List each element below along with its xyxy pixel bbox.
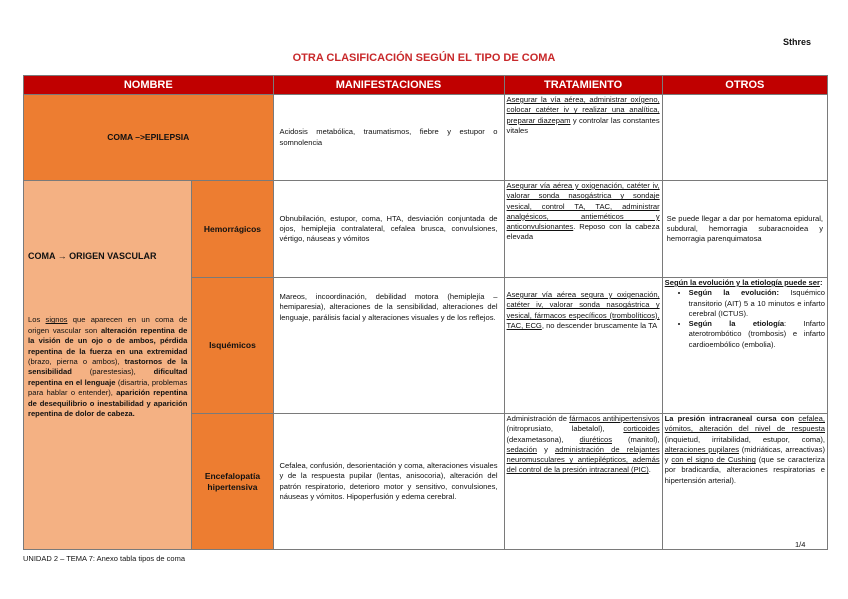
epilepsia-others: [662, 95, 827, 181]
table-header-row: [24, 76, 828, 95]
isquemicos-others-list: [665, 288, 825, 350]
vascular-name-cell: [24, 181, 192, 550]
isquemicos-treatment-main: Asegurar vía aérea segura y oxigenación, catéter iv, valorar sonda nasogástrica y vesical, fármacos específicos (trombolíticos), TAC, ECG: [506, 290, 660, 330]
hemorragicos-manifest: Obnubilación, estupor, coma, HTA, desviación conjuntada de ojos, hemiplejia contralateral, cefalea brusca, convulsiones, vértigo, náuseas y vómitos: [273, 181, 504, 278]
epilepsia-treatment: [504, 95, 662, 181]
encefalopatia-label: Encefalopatía hipertensiva: [192, 414, 273, 550]
page-number: 1/4: [795, 540, 806, 549]
encefalopatia-others: La presión intracraneal cursa con cefalea, vómitos, alteración del nivel de respuesta (inquietud, irritabilidad, estupor, coma), alteraciones pupilares (midriáticas, arreactivas) y con el signo de Cushing (que se caracteriza por bradicardia, alteraciones respiratorias e hipertensión arterial).: [662, 414, 827, 550]
header-manifestaciones: MANIFESTACIONES: [273, 76, 504, 95]
table-row-hemorragicos: [24, 181, 828, 278]
vascular-signs-text: Los signos que aparecen en un coma de origen vascular son alteración repentina de la visión de un ojo o de ambos, pérdida repentina de la fuerza en una extremidad (brazo, pierna o ambos), trastornos de la sensibilidad (parestesias), dificultad repentina en el lenguaje (disartria, problemas para hablar o entender), aparición repentina de desequilibrio o inestabilidad y aparición repentina de dolor de cabeza.: [28, 315, 188, 418]
isquemicos-manifest: Mareos, incoordinación, debilidad motora (hemiplejía – hemiparesia), alteraciones de la sensibilidad, alteraciones del lenguaje, parálisis facial y alteraciones visuales y de los reflejos.: [273, 278, 504, 414]
encefalopatia-manifest: Cefalea, confusión, desorientación y coma, alteraciones visuales y de la respuesta pupilar (lentas, anisocoria), alteración del patrón respiratorio, deterioro motor y sensitivo, convulsiones, náuseas y vómitos. Hipoperfusión y edema cerebral.: [273, 414, 504, 550]
header-tratamiento: TRATAMIENTO: [504, 76, 662, 95]
hemorragicos-treatment: [504, 181, 662, 278]
vascular-name: COMA → ORIGEN VASCULAR: [28, 251, 157, 261]
table-row-epilepsia: [24, 95, 828, 181]
page-title: OTRA CLASIFICACIÓN SEGÚN EL TIPO DE COMA: [292, 52, 556, 64]
footer-text: UNIDAD 2 – TEMA 7: Anexo tabla tipos de coma: [23, 554, 186, 563]
list-item: • Según la evolución: Isquémico transitorio (AIT) 5 a 10 minutos e infarto cerebral (ICTUS).: [689, 288, 825, 319]
isquemicos-treatment: [504, 278, 662, 414]
encefalopatia-treatment: Administración de fármacos antihipertensivos (nitroprusiato, labetalol), corticoides (dexametasona), diuréticos (manitol), sedación y administración de relajantes neuromusculares y antiepilépticos, además del control de la presión intracraneal (PIC).: [504, 414, 662, 550]
epilepsia-manifest: Acidosis metabólica, traumatismos, fiebre y estupor o somnolencia: [273, 95, 504, 181]
header-otros: OTROS: [662, 76, 827, 95]
isquemicos-label: Isquémicos: [192, 278, 273, 414]
hemorragicos-others: Se puede llegar a dar por hematoma epidural, subdural, hemorragia subaracnoidea y hemorragia parenquimatosa: [662, 181, 827, 278]
author-name: Sthres: [783, 37, 812, 47]
epilepsia-treatment-rest: y controlar las constantes vitales: [506, 115, 660, 135]
isquemicos-others-title: Según la evolución y la etiología puede ser:: [664, 278, 823, 287]
header-nombre: NOMBRE: [24, 76, 274, 95]
list-item: • Según la etiología: Infarto aterotrombótico (trombosis) e infarto cardioembólico (embolia).: [689, 319, 825, 350]
epilepsia-name: COMA –>EPILEPSIA: [24, 95, 274, 181]
isquemicos-others: [662, 278, 827, 414]
epilepsia-treatment-main: Asegurar la vía aérea, administrar oxígeno, colocar catéter iv y realizar una analítica, preparar diazepam: [506, 95, 660, 125]
hemorragicos-treatment-main: Asegurar vía aérea y oxigenación, catéter iv, valorar sonda nasogástrica y sondaje vesical, control TA, TAC, administrar analgésicos, antieméticos y anticonvulsionantes: [506, 181, 660, 232]
hemorragicos-treatment-rest: . Reposo con la cabeza elevada: [506, 222, 660, 242]
isquemicos-treatment-rest: , no descender bruscamente la TA: [541, 320, 658, 330]
hemorragicos-label: Hemorrágicos: [192, 181, 273, 278]
coma-classification-table: [23, 75, 828, 550]
